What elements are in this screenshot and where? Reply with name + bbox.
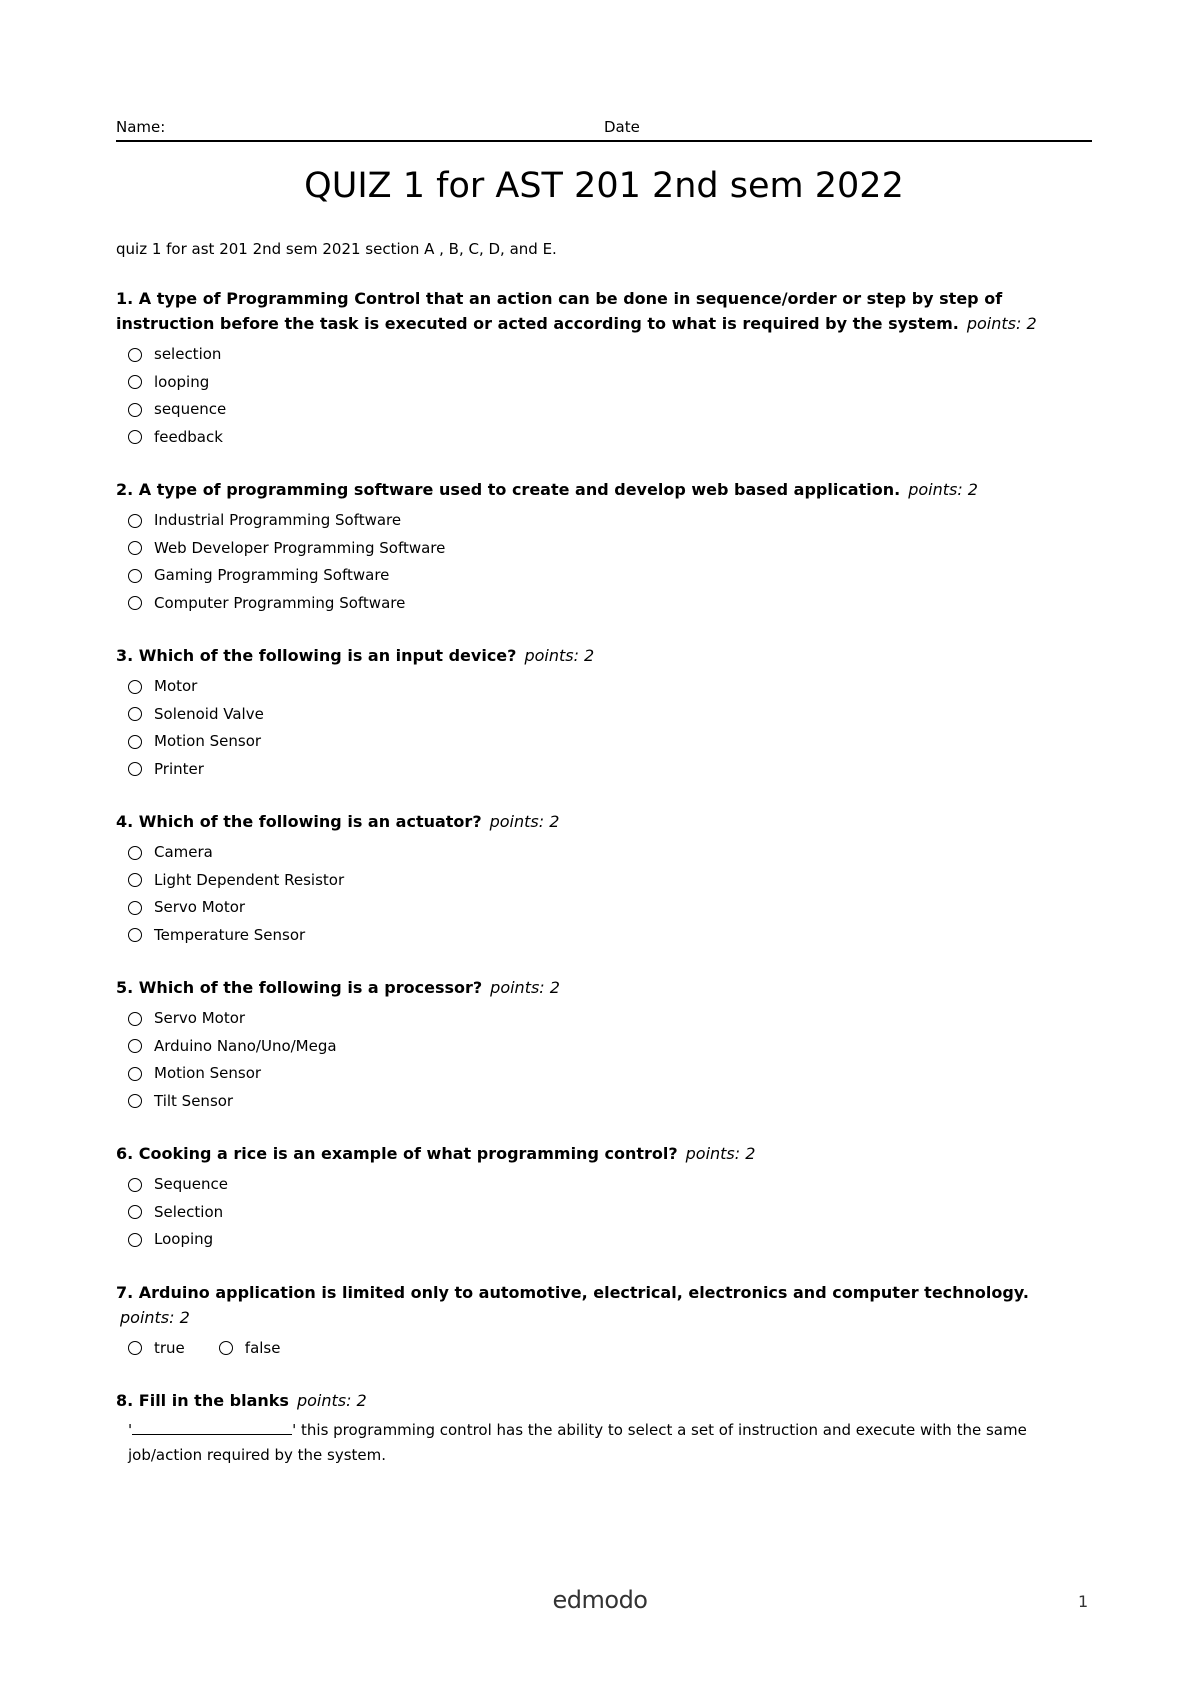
radio-icon[interactable] bbox=[128, 735, 142, 749]
question-list bbox=[116, 286, 1092, 1494]
option[interactable] bbox=[219, 1335, 281, 1363]
question-4 bbox=[116, 809, 1092, 949]
question-6-prompt: 6. Cooking a rice is an example of what programming control? bbox=[116, 1144, 678, 1163]
option[interactable] bbox=[128, 1199, 1092, 1227]
edmodo-logo: edmodo bbox=[552, 1586, 648, 1614]
radio-icon[interactable] bbox=[128, 1205, 142, 1219]
question-4-options bbox=[128, 839, 1092, 949]
radio-icon[interactable] bbox=[128, 846, 142, 860]
option[interactable] bbox=[128, 369, 1092, 397]
blank-field[interactable] bbox=[132, 1420, 292, 1435]
question-7-points: points: 2 bbox=[120, 1307, 190, 1327]
option[interactable] bbox=[128, 424, 1092, 452]
option[interactable] bbox=[128, 341, 1092, 369]
question-3-points: points: 2 bbox=[524, 646, 595, 665]
option[interactable] bbox=[128, 562, 1092, 590]
option-label: Camera bbox=[154, 843, 213, 861]
option[interactable] bbox=[128, 867, 1092, 895]
radio-icon[interactable] bbox=[128, 762, 142, 776]
option-label: Printer bbox=[154, 759, 204, 778]
radio-icon[interactable] bbox=[128, 569, 142, 583]
radio-icon[interactable] bbox=[128, 928, 142, 942]
option-label: Solenoid Valve bbox=[154, 704, 264, 723]
question-1 bbox=[116, 286, 1092, 451]
question-8-prompt: 8. Fill in the blanks bbox=[116, 1391, 289, 1410]
option[interactable] bbox=[128, 673, 1092, 701]
question-5-options bbox=[128, 1005, 1092, 1115]
option[interactable] bbox=[128, 1088, 1092, 1116]
option-label: Servo Motor bbox=[154, 1009, 246, 1027]
question-4-prompt: 4. Which of the following is an actuator? bbox=[116, 812, 482, 831]
option-label: selection bbox=[154, 345, 222, 363]
option-label: Sequence bbox=[154, 1175, 228, 1193]
option-label: Servo Motor bbox=[154, 898, 246, 916]
option-label: Selection bbox=[154, 1202, 224, 1221]
question-2-options bbox=[128, 507, 1092, 617]
question-8-text bbox=[116, 1388, 1092, 1413]
fill-suffix: ' this programming control has the ability to select a set of instruction and execute with the same job/action required by the system. bbox=[128, 1421, 1027, 1464]
question-3-prompt: 3. Which of the following is an input device? bbox=[116, 646, 517, 665]
question-7-prompt: 7. Arduino application is limited only to automotive, electrical, electronics and computer technology. bbox=[116, 1282, 1029, 1302]
option-label: Arduino Nano/Uno/Mega bbox=[154, 1036, 337, 1055]
option-label: Motion Sensor bbox=[154, 732, 262, 750]
question-3-options bbox=[128, 673, 1092, 783]
question-5-prompt: 5. Which of the following is a processor? bbox=[116, 978, 483, 997]
radio-icon[interactable] bbox=[128, 375, 142, 389]
option[interactable] bbox=[128, 1226, 1092, 1254]
question-1-options bbox=[128, 341, 1092, 451]
radio-icon[interactable] bbox=[128, 1094, 142, 1108]
radio-icon[interactable] bbox=[128, 430, 142, 444]
option-label: false bbox=[244, 1338, 281, 1357]
option-label: looping bbox=[154, 372, 210, 391]
radio-icon[interactable] bbox=[128, 514, 142, 528]
option-label: Light Dependent Resistor bbox=[154, 870, 345, 889]
question-3 bbox=[116, 643, 1092, 783]
option[interactable] bbox=[128, 922, 1092, 950]
question-5-points: points: 2 bbox=[490, 978, 560, 997]
question-6-points: points: 2 bbox=[685, 1144, 756, 1163]
option[interactable] bbox=[128, 1171, 1092, 1199]
option-label: Industrial Programming Software bbox=[154, 511, 402, 529]
option-label: true bbox=[154, 1338, 185, 1357]
radio-icon[interactable] bbox=[128, 1039, 142, 1053]
radio-icon[interactable] bbox=[128, 403, 142, 417]
question-8-points: points: 2 bbox=[296, 1391, 367, 1410]
question-7-text bbox=[116, 1280, 1092, 1330]
radio-icon[interactable] bbox=[128, 348, 142, 362]
name-label: Name: bbox=[116, 118, 166, 136]
fill-in-blank-text bbox=[128, 1418, 1092, 1468]
option[interactable] bbox=[128, 1335, 185, 1363]
question-6-options bbox=[128, 1171, 1092, 1254]
question-1-text bbox=[116, 286, 1092, 336]
option[interactable] bbox=[128, 1033, 1092, 1061]
radio-icon[interactable] bbox=[128, 901, 142, 915]
question-2-text bbox=[116, 477, 1092, 502]
option[interactable] bbox=[128, 590, 1092, 618]
option-label: Gaming Programming Software bbox=[154, 566, 390, 584]
date-label: Date bbox=[604, 118, 640, 136]
question-7-options bbox=[128, 1335, 1092, 1363]
option[interactable] bbox=[128, 756, 1092, 784]
option[interactable] bbox=[128, 507, 1092, 535]
option[interactable] bbox=[128, 894, 1092, 922]
question-6-text bbox=[116, 1141, 1092, 1166]
question-5 bbox=[116, 975, 1092, 1115]
question-6 bbox=[116, 1141, 1092, 1254]
quiz-description: quiz 1 for ast 201 2nd sem 2021 section A , B, C, D, and E. bbox=[116, 240, 557, 258]
radio-icon[interactable] bbox=[128, 1233, 142, 1247]
option[interactable] bbox=[128, 1005, 1092, 1033]
question-8 bbox=[116, 1388, 1092, 1468]
quiz-title: QUIZ 1 for AST 201 2nd sem 2022 bbox=[304, 166, 904, 206]
radio-icon[interactable] bbox=[128, 680, 142, 694]
option[interactable] bbox=[128, 839, 1092, 867]
option[interactable] bbox=[128, 396, 1092, 424]
radio-icon[interactable] bbox=[128, 1178, 142, 1192]
radio-icon[interactable] bbox=[128, 707, 142, 721]
question-5-text bbox=[116, 975, 1092, 1000]
question-7 bbox=[116, 1280, 1092, 1363]
option[interactable] bbox=[128, 701, 1092, 729]
option[interactable] bbox=[128, 535, 1092, 563]
option[interactable] bbox=[128, 1060, 1092, 1088]
question-3-text bbox=[116, 643, 1092, 668]
radio-icon[interactable] bbox=[128, 596, 142, 610]
option-label: Computer Programming Software bbox=[154, 593, 406, 612]
option-label: Web Developer Programming Software bbox=[154, 538, 446, 557]
option-label: Temperature Sensor bbox=[154, 925, 306, 944]
name-date-header bbox=[116, 116, 1092, 142]
option-label: Tilt Sensor bbox=[154, 1091, 234, 1110]
radio-icon[interactable] bbox=[128, 541, 142, 555]
question-1-prompt: 1. A type of Programming Control that an action can be done in sequence/order or step by step of instruction before the task is executed or acted according to what is required by the system. bbox=[116, 289, 1003, 333]
option-label: Motion Sensor bbox=[154, 1064, 262, 1082]
radio-icon[interactable] bbox=[128, 1067, 142, 1081]
option-label: feedback bbox=[154, 427, 223, 446]
fill-prefix: ' bbox=[128, 1421, 133, 1439]
question-4-text bbox=[116, 809, 1092, 834]
question-2 bbox=[116, 477, 1092, 617]
question-2-points: points: 2 bbox=[908, 480, 978, 499]
question-4-points: points: 2 bbox=[489, 812, 560, 831]
radio-icon[interactable] bbox=[128, 873, 142, 887]
radio-icon[interactable] bbox=[128, 1012, 142, 1026]
radio-icon[interactable] bbox=[219, 1341, 233, 1355]
option[interactable] bbox=[128, 728, 1092, 756]
option-label: Motor bbox=[154, 677, 198, 695]
option-label: sequence bbox=[154, 400, 227, 418]
question-2-prompt: 2. A type of programming software used to create and develop web based application. bbox=[116, 480, 901, 499]
radio-icon[interactable] bbox=[128, 1341, 142, 1355]
page-number: 1 bbox=[1078, 1592, 1089, 1611]
question-1-points: points: 2 bbox=[966, 314, 1037, 333]
option-label: Looping bbox=[154, 1230, 214, 1248]
